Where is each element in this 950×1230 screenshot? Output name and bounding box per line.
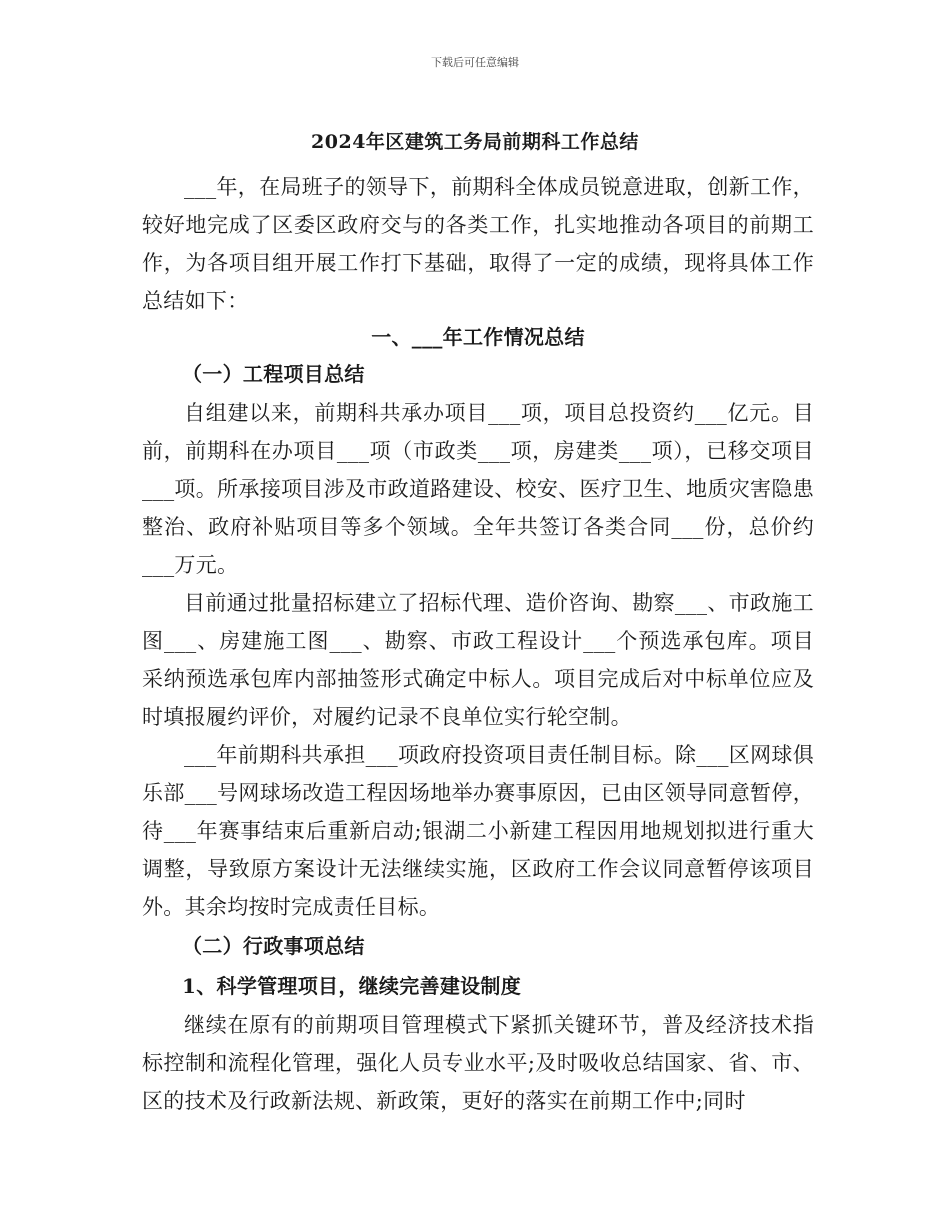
item1-paragraph: 继续在原有的前期项目管理模式下紧抓关键环节，普及经济技术指标控制和流程化管理，强化人员专业水平;及时吸收总结国家、省、市、区的技术及行政新法规、新政策，更好的落实在前期工作中;同时 bbox=[142, 1013, 814, 1113]
document-body bbox=[142, 168, 814, 1120]
sub1-paragraph-1: 自组建以来，前期科共承办项目___项，项目总投资约___亿元。目前，前期科在办项目___项（市政类___项，房建类___项），已移交项目___项。所承接项目涉及市政道路建设、校安、医疗卫生、地质灾害隐患整治、政府补贴项目等多个领域。全年共签订各类合同___份，总价约___万元。 bbox=[142, 401, 814, 577]
header-note: 下载后可任意编辑 bbox=[431, 56, 519, 69]
sub1-paragraph-3: ___年前期科共承担___项政府投资项目责任制目标。除___区网球俱乐部___号网球场改造工程因场地举办赛事原因，已由区领导同意暂停，待___年赛事结束后重新启动;银湖二小新建工程因用地规划拟进行重大调整，导致原方案设计无法继续实施，区政府工作会议同意暂停该项目外。其余均按时完成责任目标。 bbox=[142, 743, 814, 919]
item1-heading: 1、科学管理项目，继续完善建设制度 bbox=[182, 974, 522, 998]
subsection1-heading: （一）工程项目总结 bbox=[182, 362, 365, 386]
section1-heading: 一、___年工作情况总结 bbox=[371, 325, 585, 349]
document-title: 2024年区建筑工务局前期科工作总结 bbox=[311, 131, 639, 153]
sub1-paragraph-2: 目前通过批量招标建立了招标代理、造价咨询、勘察___、市政施工图___、房建施工图___、勘察、市政工程设计___个预选承包库。项目采纳预选承包库内部抽签形式确定中标人。项目完成后对中标单位应及时填报履约评价，对履约记录不良单位实行轮空制。 bbox=[142, 591, 814, 729]
subsection2-heading: （二）行政事项总结 bbox=[182, 934, 365, 958]
intro-paragraph: ___年，在局班子的领导下，前期科全体成员锐意进取，创新工作，较好地完成了区委区政府交与的各类工作，扎实地推动各项目的前期工作，为各项目组开展工作打下基础，取得了一定的成绩，现将具体工作总结如下： bbox=[142, 175, 814, 313]
